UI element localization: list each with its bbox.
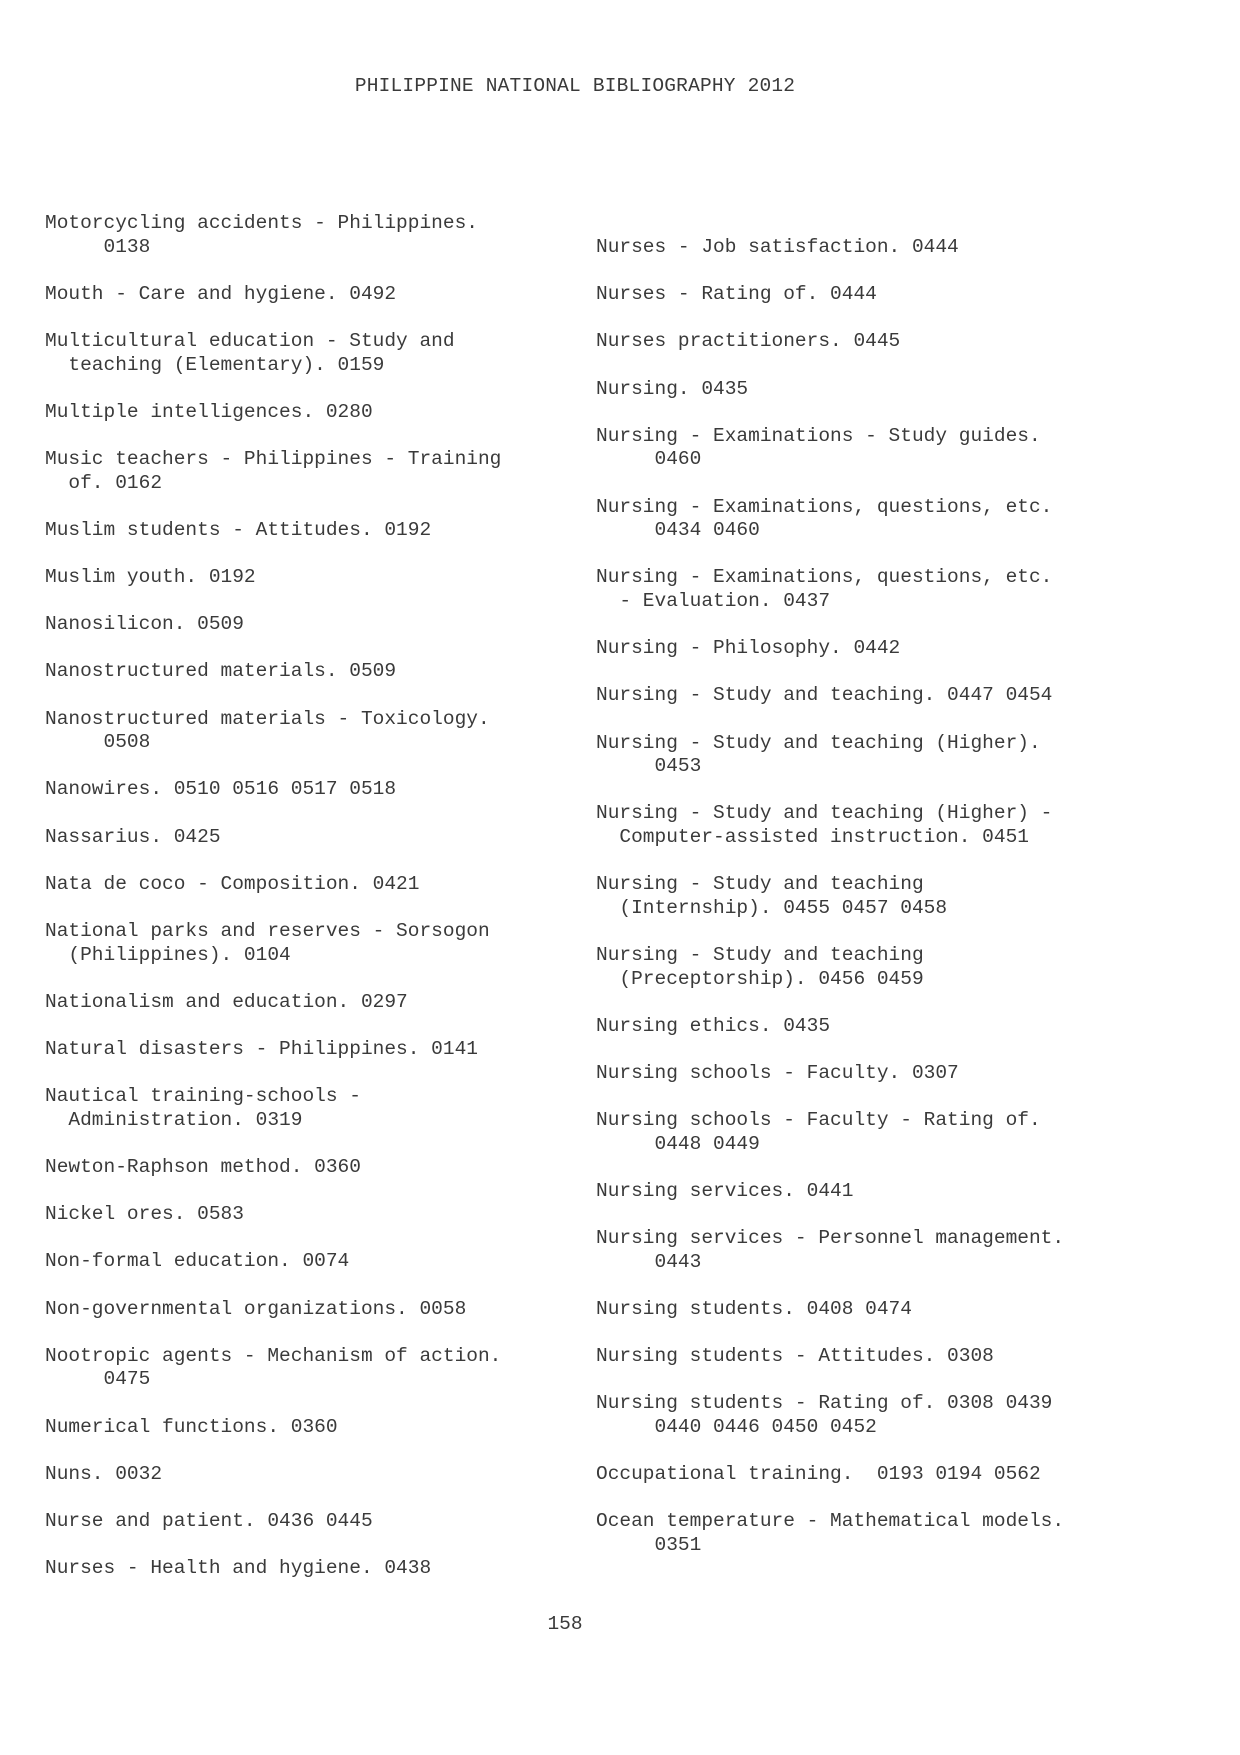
index-entry-line: Nursing - Study and teaching (Higher). bbox=[596, 731, 1041, 754]
index-entry bbox=[596, 1345, 1156, 1369]
index-entry-line: 0440 0446 0450 0452 bbox=[596, 1415, 877, 1438]
index-entry-line: 0138 bbox=[45, 235, 151, 258]
index-entry-line: Nursing - Examinations - Study guides. bbox=[596, 424, 1041, 447]
index-entry bbox=[596, 1510, 1156, 1557]
index-entry-line: 0508 bbox=[45, 731, 151, 754]
index-entry bbox=[596, 283, 1156, 307]
index-entry-line: Nurses - Job satisfaction. 0444 bbox=[596, 236, 959, 258]
index-entry-line: Nickel ores. 0583 bbox=[45, 1203, 244, 1226]
index-entry bbox=[596, 1392, 1156, 1439]
index-entry-line: Nootropic agents - Mechanism of action. bbox=[45, 1344, 502, 1367]
index-entry-line: Administration. 0319 bbox=[45, 1108, 303, 1131]
index-entry bbox=[45, 1345, 565, 1392]
index-entry bbox=[596, 1298, 1156, 1322]
index-entry bbox=[45, 778, 565, 802]
index-entry bbox=[596, 425, 1156, 472]
index-entry bbox=[45, 1510, 565, 1534]
index-entry-line: Nautical training-schools - bbox=[45, 1085, 361, 1108]
index-entry-line: of. 0162 bbox=[45, 471, 163, 494]
index-entry-line: Ocean temperature - Mathematical models. bbox=[596, 1510, 1065, 1533]
index-entry bbox=[596, 1180, 1156, 1204]
index-entry bbox=[45, 519, 565, 543]
index-entry-line: Nassarius. 0425 bbox=[45, 825, 221, 848]
index-entry-line: Nursing services. 0441 bbox=[596, 1180, 854, 1202]
index-entry bbox=[596, 873, 1156, 920]
index-entry bbox=[45, 566, 565, 590]
index-entry-line: Nurses - Rating of. 0444 bbox=[596, 283, 877, 306]
index-entry bbox=[596, 732, 1156, 779]
index-entry-line: 0443 bbox=[596, 1250, 702, 1273]
index-entry-line: Nursing students - Attitudes. 0308 bbox=[596, 1345, 994, 1368]
index-entry bbox=[596, 1463, 1156, 1487]
index-entry bbox=[45, 826, 565, 850]
index-entry-line: Nursing - Study and teaching (Higher) - bbox=[596, 802, 1053, 825]
index-entry-line: Nursing services - Personnel management. bbox=[596, 1227, 1065, 1250]
index-entry-line: Nursing. 0435 bbox=[596, 377, 749, 400]
index-entry bbox=[45, 613, 565, 637]
index-entry-line: 0434 0460 bbox=[596, 519, 760, 542]
index-entry-line: Nursing ethics. 0435 bbox=[596, 1014, 831, 1037]
index-entry-line: Multiple intelligences. 0280 bbox=[45, 400, 373, 423]
index-entry-line: Non-formal education. 0074 bbox=[45, 1250, 350, 1273]
index-entry-line: Nuns. 0032 bbox=[45, 1462, 163, 1485]
index-entry-line: Nursing schools - Faculty. 0307 bbox=[596, 1062, 959, 1084]
index-entry-line: Non-governmental organizations. 0058 bbox=[45, 1297, 467, 1320]
index-entry bbox=[45, 1557, 565, 1581]
index-entry bbox=[45, 1250, 565, 1274]
index-entry-line: 0351 bbox=[596, 1533, 702, 1556]
index-entry bbox=[596, 330, 1156, 354]
index-entry-line: Nursing schools - Faculty - Rating of. bbox=[596, 1109, 1041, 1132]
index-entry bbox=[45, 1156, 565, 1180]
index-entry-line: 0460 bbox=[596, 448, 702, 471]
index-entry-line: Nursing - Study and teaching. 0447 0454 bbox=[596, 684, 1053, 707]
index-entry-line: 0475 bbox=[45, 1368, 151, 1391]
index-entry bbox=[45, 1203, 565, 1227]
index-entry-line: (Internship). 0455 0457 0458 bbox=[596, 896, 948, 919]
index-entry-line: Occupational training. 0193 0194 0562 bbox=[596, 1463, 1041, 1486]
index-entry-line: 0453 bbox=[596, 755, 702, 778]
index-entry bbox=[45, 448, 565, 495]
index-entry-line: Nursing - Philosophy. 0442 bbox=[596, 637, 901, 660]
index-entry bbox=[45, 1298, 565, 1322]
index-entry-line: Nanostructured materials - Toxicology. bbox=[45, 707, 490, 730]
index-entry bbox=[596, 1227, 1156, 1274]
index-entry bbox=[596, 802, 1156, 849]
index-entry bbox=[45, 708, 565, 755]
index-entry-line: Nurses practitioners. 0445 bbox=[596, 330, 901, 353]
index-entry-line: Music teachers - Philippines - Training bbox=[45, 448, 502, 470]
index-entry-line: - Evaluation. 0437 bbox=[596, 589, 831, 612]
index-entry-line: Nanosilicon. 0509 bbox=[45, 613, 244, 636]
index-entry bbox=[45, 212, 565, 259]
index-entry-line: Nationalism and education. 0297 bbox=[45, 990, 408, 1013]
index-entry-line: Mouth - Care and hygiene. 0492 bbox=[45, 282, 397, 305]
index-entry bbox=[596, 1015, 1156, 1039]
index-entry bbox=[596, 1109, 1156, 1156]
index-entry-line: Muslim youth. 0192 bbox=[45, 566, 256, 588]
index-entry bbox=[45, 1085, 565, 1132]
page-header: PHILIPPINE NATIONAL BIBLIOGRAPHY 2012 bbox=[354, 75, 796, 97]
index-entry-line: Nursing - Study and teaching bbox=[596, 944, 924, 966]
index-entry bbox=[45, 1416, 565, 1440]
index-entry-line: Nanowires. 0510 0516 0517 0518 bbox=[45, 778, 397, 801]
index-entry-line: (Preceptorship). 0456 0459 bbox=[596, 967, 924, 990]
index-entry bbox=[45, 401, 565, 425]
index-entry-line: (Philippines). 0104 bbox=[45, 943, 291, 966]
index-entry bbox=[596, 684, 1156, 708]
index-entry-line: Numerical functions. 0360 bbox=[45, 1415, 338, 1438]
index-entry-line: Nurses - Health and hygiene. 0438 bbox=[45, 1557, 432, 1580]
index-entry-line: Muslim students - Attitudes. 0192 bbox=[45, 518, 432, 541]
index-entry-line: Nursing - Examinations, questions, etc. bbox=[596, 495, 1053, 518]
index-entry-line: Nurse and patient. 0436 0445 bbox=[45, 1510, 373, 1532]
index-entry-line: National parks and reserves - Sorsogon bbox=[45, 920, 490, 942]
index-entry bbox=[596, 496, 1156, 543]
index-entry bbox=[596, 637, 1156, 661]
index-entry-line: Multicultural education - Study and bbox=[45, 330, 455, 352]
index-entry-line: teaching (Elementary). 0159 bbox=[45, 353, 385, 376]
index-entry bbox=[45, 991, 565, 1015]
index-entry bbox=[596, 944, 1156, 991]
index-entry bbox=[45, 873, 565, 897]
index-entry bbox=[596, 1062, 1156, 1086]
index-entry-line: Natural disasters - Philippines. 0141 bbox=[45, 1038, 478, 1060]
index-entry-line: Nursing - Study and teaching bbox=[596, 873, 924, 896]
index-entry bbox=[596, 236, 1156, 260]
index-entry-line: Nata de coco - Composition. 0421 bbox=[45, 872, 420, 895]
index-entry bbox=[45, 660, 565, 684]
index-entry bbox=[45, 1463, 565, 1487]
index-entry-line: Nursing students - Rating of. 0308 0439 bbox=[596, 1392, 1053, 1415]
index-entry-line: Computer-assisted instruction. 0451 bbox=[596, 825, 1029, 848]
index-entry bbox=[45, 920, 565, 967]
index-entry bbox=[45, 330, 565, 377]
index-entry-line: Newton-Raphson method. 0360 bbox=[45, 1156, 361, 1178]
index-entry bbox=[45, 283, 565, 307]
index-entry bbox=[45, 1038, 565, 1062]
index-entry-line: Motorcycling accidents - Philippines. bbox=[45, 212, 478, 234]
index-entry-line: Nursing - Examinations, questions, etc. bbox=[596, 566, 1053, 589]
index-entry-line: Nursing students. 0408 0474 bbox=[596, 1298, 912, 1320]
index-entry bbox=[596, 566, 1156, 613]
index-entry-line: Nanostructured materials. 0509 bbox=[45, 660, 397, 683]
index-entry bbox=[596, 378, 1156, 402]
index-entry-line: 0448 0449 bbox=[596, 1132, 760, 1155]
page-number: 158 bbox=[547, 1613, 583, 1635]
